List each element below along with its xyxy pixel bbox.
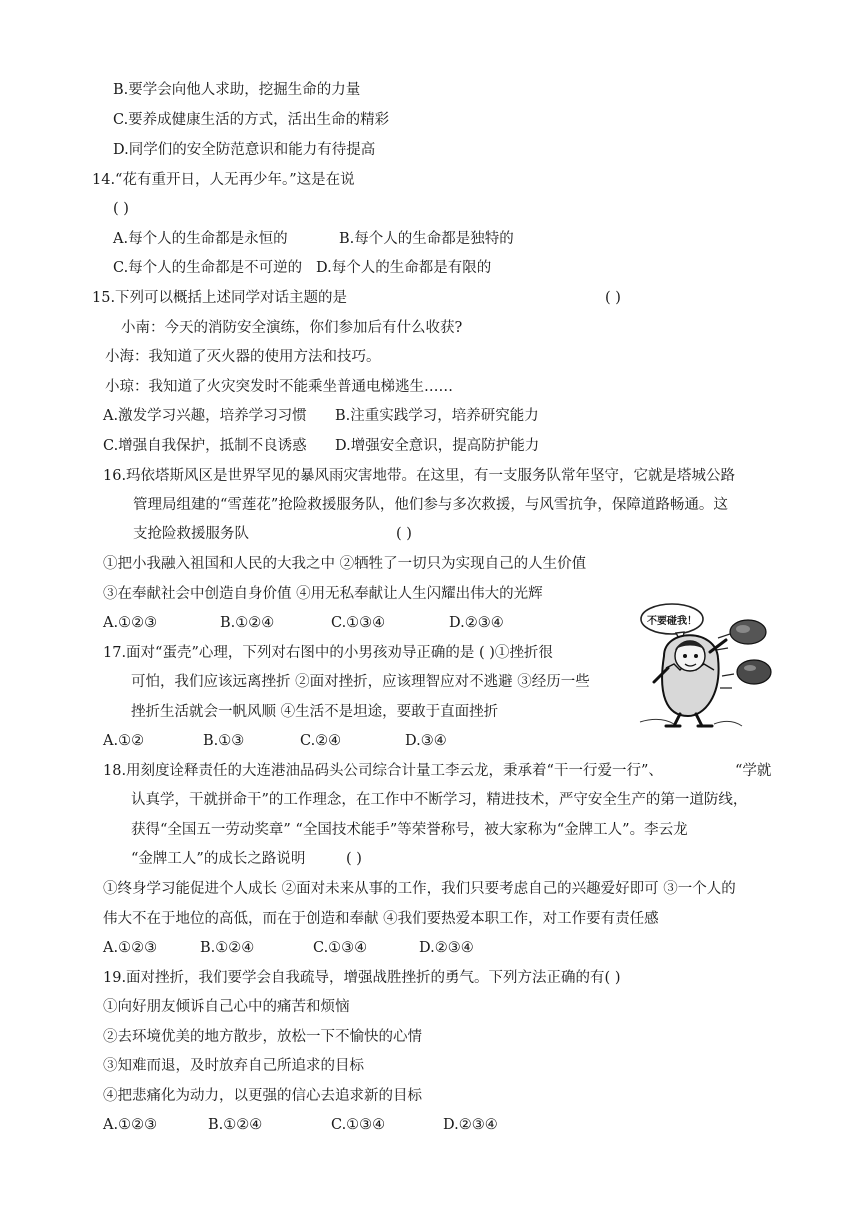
q19-statement-1: ①向好朋友倾诉自己心中的痛苦和烦恼 <box>103 999 350 1015</box>
q16-option-c: C.①③④ <box>331 615 386 631</box>
q17-option-a: A.①② <box>103 733 145 749</box>
q18-option-d: D.②③④ <box>419 940 474 956</box>
q18-statements-line2: 伟大不在于地位的高低，而在于创造和奉献 ④我们要热爱本职工作，对工作要有责任感 <box>103 911 659 927</box>
q18-stem-line3: 获得“全国五一劳动奖章” “全国技术能手”等荣誉称号，被大家称为“金牌工人”。李云龙 <box>131 822 688 838</box>
q16-option-d: D.②③④ <box>449 615 504 631</box>
q17-option-c: C.②④ <box>300 733 342 749</box>
q19-stem: 19.面对挫折，我们要学会自我疏导，增强战胜挫折的勇气。下列方法正确的有( ) <box>103 970 621 986</box>
q15-stem: 15.下列可以概括上述同学对话主题的是 <box>92 290 348 306</box>
q16-stem-line3: 支抢险救援服务队 <box>133 526 249 542</box>
q18-answer-bracket: ( ) <box>346 851 362 867</box>
q16-stem-line1: 16.玛依塔斯风区是世界罕见的暴风雨灾害地带。在这里，有一支服务队常年坚守，它就是塔城公路 <box>103 468 736 484</box>
q17-stem-line1: 17.面对“蛋壳”心理，下列对右图中的小男孩劝导正确的是 ( )①挫折很 <box>103 645 553 661</box>
q15-dialogue-xiaonan: 小南：今天的消防安全演练，你们参加后有什么收获? <box>121 320 463 336</box>
q16-option-b: B.①②④ <box>220 615 275 631</box>
q19-option-c: C.①③④ <box>331 1117 386 1133</box>
q18-stem-line4: “金牌工人”的成长之路说明 <box>131 851 306 867</box>
q16-answer-bracket: ( ) <box>396 526 412 542</box>
eggshell-boy-cartoon-icon <box>630 598 778 730</box>
q14-answer-bracket: ( ) <box>113 201 129 217</box>
q15-answer-bracket: ( ) <box>605 290 621 306</box>
q18-option-a: A.①②③ <box>103 940 158 956</box>
q18-option-c: C.①③④ <box>313 940 368 956</box>
q16-statements-1-2: ①把小我融入祖国和人民的大我之中 ②牺牲了一切只为实现自己的人生价值 <box>103 556 587 572</box>
q18-stem-line2: 认真学，干就拼命干”的工作理念，在工作中不断学习，精进技术，严守安全生产的第一道防线， <box>131 792 748 808</box>
q19-option-b: B.①②④ <box>208 1117 263 1133</box>
q19-option-d: D.②③④ <box>443 1117 498 1133</box>
q18-statements-line1: ①终身学习能促进个人成长 ②面对未来从事的工作，我们只要考虑自己的兴趣爱好即可 ③一个人的 <box>103 881 736 897</box>
q19-statement-3: ③知难而退，及时放弃自己所追求的目标 <box>103 1058 364 1074</box>
cartoon-bubble-text: 不要碰我！ <box>647 616 697 627</box>
q14-option-d: D.每个人的生命都是有限的 <box>316 260 492 276</box>
q14-option-c: C.每个人的生命都是不可逆的 <box>113 260 303 276</box>
q13-option-d: D.同学们的安全防范意识和能力有待提高 <box>113 142 376 158</box>
q13-option-c: C.要养成健康生活的方式，活出生命的精彩 <box>113 112 390 128</box>
q14-option-a: A.每个人的生命都是永恒的 <box>113 231 288 247</box>
q16-statements-3-4: ③在奉献社会中创造自身价值 ④用无私奉献让人生闪耀出伟大的光辉 <box>103 586 543 602</box>
q17-stem-line3: 挫折生活就会一帆风顺 ④生活不是坦途，要敢于直面挫折 <box>131 704 499 720</box>
q16-stem-line2: 管理局组建的“雪莲花”抢险救援服务队，他们参与多次救援，与风雪抗争，保障道路畅通。这 <box>133 497 728 513</box>
q17-option-b: B.①③ <box>203 733 245 749</box>
q19-statement-2: ②去环境优美的地方散步，放松一下不愉快的心情 <box>103 1029 422 1045</box>
q15-option-c: C.增强自我保护，抵制不良诱惑 <box>103 438 307 454</box>
q15-dialogue-xiaoqiong: 小琼：我知道了火灾突发时不能乘坐普通电梯逃生…… <box>105 379 453 395</box>
q17-stem-line2: 可怕，我们应该远离挫折 ②面对挫折，应该理智应对不逃避 ③经历一些 <box>131 674 590 690</box>
q18-option-b: B.①②④ <box>200 940 255 956</box>
q19-statement-4: ④把悲痛化为动力，以更强的信心去追求新的目标 <box>103 1088 422 1104</box>
q15-option-b: B.注重实践学习，培养研究能力 <box>335 408 539 424</box>
q15-option-a: A.激发学习兴趣，培养学习习惯 <box>103 408 307 424</box>
q19-option-a: A.①②③ <box>103 1117 158 1133</box>
q18-stem-line1: 18.用刻度诠释责任的大连港油品码头公司综合计量工李云龙，秉承着“干一行爱一行”、 <box>103 763 663 779</box>
q14-stem: 14.“花有重开日，人无再少年。”这是在说 <box>92 172 355 188</box>
q14-option-b: B.每个人的生命都是独特的 <box>339 231 514 247</box>
q13-option-b: B.要学会向他人求助，挖掘生命的力量 <box>113 82 361 98</box>
q15-option-d: D.增强安全意识，提高防护能力 <box>335 438 540 454</box>
q17-option-d: D.③④ <box>405 733 447 749</box>
q16-option-a: A.①②③ <box>103 615 158 631</box>
q15-dialogue-xiaohai: 小海：我知道了灭火器的使用方法和技巧。 <box>105 349 381 365</box>
q18-stem-line1-end: “学就 <box>735 763 772 779</box>
